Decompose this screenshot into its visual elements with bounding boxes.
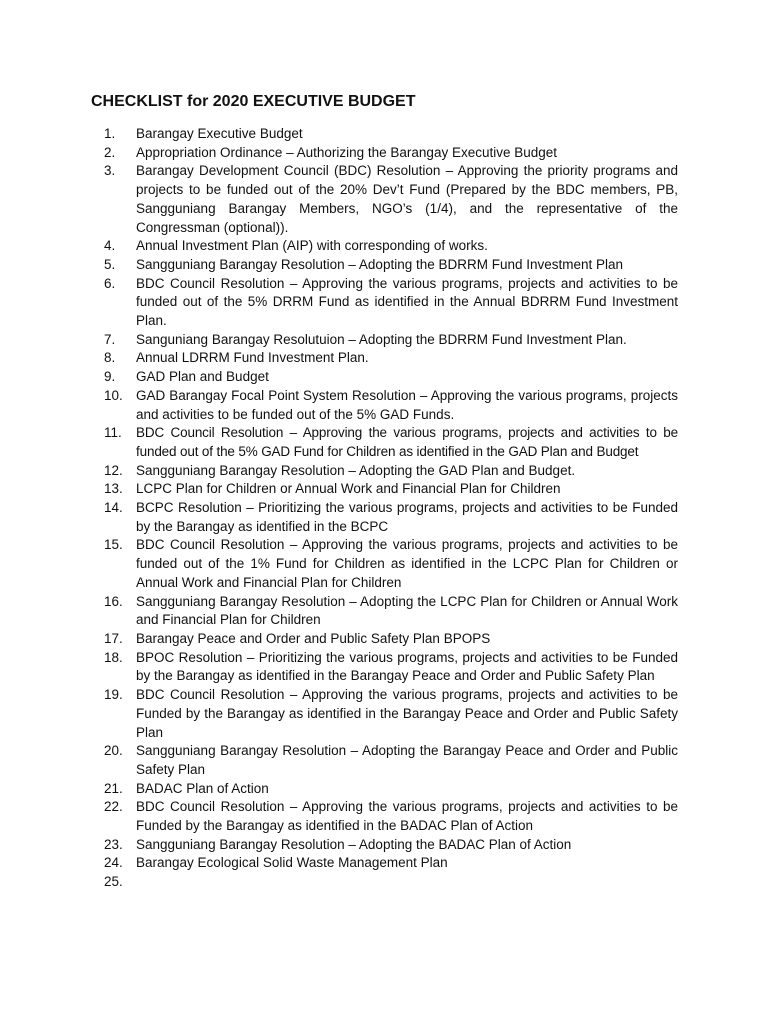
checklist-item [104, 387, 678, 424]
item-number: 3. [104, 163, 116, 179]
item-number: 23. [104, 836, 123, 852]
checklist-item [104, 144, 678, 163]
item-text: Barangay Executive Budget [136, 126, 303, 141]
item-text: Sanguniang Barangay Resolutuion – Adopting the BDRRM Fund Investment Plan. [136, 331, 627, 347]
checklist-item [104, 162, 678, 237]
checklist-item [104, 256, 678, 275]
item-text: Annual Investment Plan (AIP) with corresponding of works. [136, 238, 488, 254]
item-number: 15. [104, 537, 123, 553]
document-title: CHECKLIST for 2020 EXECUTIVE BUDGET [91, 93, 416, 110]
item-text: BDC Council Resolution – Approving the various programs, projects and activities to be funded out of the 5% DRRM Fund as identified in the Annual BDRRM Fund Investment Plan. [136, 275, 678, 329]
checklist-item [104, 275, 678, 331]
item-number: 20. [104, 743, 123, 759]
checklist [104, 125, 678, 890]
checklist-item [104, 854, 678, 873]
item-number: 1. [104, 126, 116, 141]
checklist-item [104, 780, 678, 799]
item-number: 7. [104, 331, 116, 347]
checklist-item [104, 798, 678, 835]
item-number: 17. [104, 630, 123, 646]
item-number: 21. [104, 780, 123, 796]
item-text: BDC Council Resolution – Approving the various programs, projects and activities to be Funded by the Barangay as identified in the BADAC Plan of Action [136, 799, 678, 834]
item-number: 19. [104, 687, 123, 703]
item-number: 13. [104, 481, 123, 497]
item-text: BCPC Resolution – Prioritizing the various programs, projects and activities to be Funded by the Barangay as identified in the BCPC [136, 500, 678, 534]
item-number: 8. [104, 350, 116, 366]
item-text: Appropriation Ordinance – Authorizing the Barangay Executive Budget [136, 144, 558, 160]
checklist-item [104, 480, 678, 499]
checklist-item [104, 368, 678, 387]
checklist-item [104, 836, 678, 855]
item-text: Sangguniang Barangay Resolution – Adopting the Barangay Peace and Order and Public Safety Plan [136, 743, 678, 777]
checklist-item [104, 462, 678, 481]
item-text: LCPC Plan for Children or Annual Work and Financial Plan for Children [136, 481, 561, 497]
item-number: 24. [104, 855, 123, 871]
checklist-item [104, 349, 678, 368]
item-text: Annual LDRRM Fund Investment Plan. [136, 350, 369, 366]
item-text: BPOC Resolution – Prioritizing the various programs, projects and activities to be Funded by the Barangay as identified in the Barangay Peace and Order and Public Safety Plan [136, 649, 678, 684]
item-number: 9. [104, 369, 116, 385]
checklist-item [104, 649, 678, 686]
item-text: BADAC Plan of Action [136, 780, 269, 796]
item-number: 4. [104, 238, 116, 254]
item-text: GAD Barangay Focal Point System Resolution – Approving the various programs, projects and activities to be funded out of the 5% GAD Funds. [136, 387, 678, 422]
item-number: 6. [104, 275, 116, 291]
item-number: 2. [104, 144, 116, 160]
checklist-item [104, 593, 678, 630]
checklist-item [104, 237, 678, 256]
checklist-item [104, 742, 678, 779]
item-text: Sangguniang Barangay Resolution – Adopting the GAD Plan and Budget. [136, 462, 576, 478]
item-text: BDC Council Resolution – Approving the various programs, projects and activities to be Funded by the Barangay as identified in the Barangay Peace and Order and Public Safety Plan [136, 687, 678, 740]
item-text: Barangay Development Council (BDC) Resolution – Approving the priority programs and projects to be funded out of the 20% Dev’t Fund (Prepared by the BDC members, PB, Sangguniang Barangay Members, NGO’s (1/4), and the representative of the Congressman (optional)). [136, 163, 678, 235]
checklist-item [104, 125, 678, 144]
item-number: 16. [104, 593, 123, 609]
item-text: Barangay Ecological Solid Waste Management Plan [136, 855, 448, 871]
item-text: BDC Council Resolution – Approving the various programs, projects and activities to be funded out of the 5% GAD Fund for Children as identified in the GAD Plan and Budget [136, 425, 678, 459]
item-number: 5. [104, 256, 116, 272]
item-text: Sangguniang Barangay Resolution – Adopting the BADAC Plan of Action [136, 836, 572, 852]
checklist-item [104, 536, 678, 592]
checklist-item [104, 686, 678, 742]
item-number: 25. [104, 874, 123, 890]
item-text: BDC Council Resolution – Approving the various programs, projects and activities to be funded out of the 1% Fund for Children as identified in the LCPC Plan for Children or Annual Work and Financial Plan for Children [136, 537, 678, 590]
item-number: 18. [104, 649, 123, 665]
item-number: 12. [104, 462, 123, 478]
checklist-item [104, 424, 678, 461]
item-number: 22. [104, 799, 123, 815]
checklist-item [104, 499, 678, 536]
checklist-item [104, 331, 678, 350]
item-number: 10. [104, 387, 123, 403]
checklist-item [104, 630, 678, 649]
item-text: GAD Plan and Budget [136, 369, 269, 385]
item-text: Sangguniang Barangay Resolution – Adopting the LCPC Plan for Children or Annual Work and Financial Plan for Children [136, 593, 678, 628]
item-number: 11. [104, 425, 122, 441]
item-number: 14. [104, 500, 123, 516]
item-text: Barangay Peace and Order and Public Safety Plan BPOPS [136, 630, 491, 646]
item-text: Sangguniang Barangay Resolution – Adopting the BDRRM Fund Investment Plan [136, 256, 624, 272]
